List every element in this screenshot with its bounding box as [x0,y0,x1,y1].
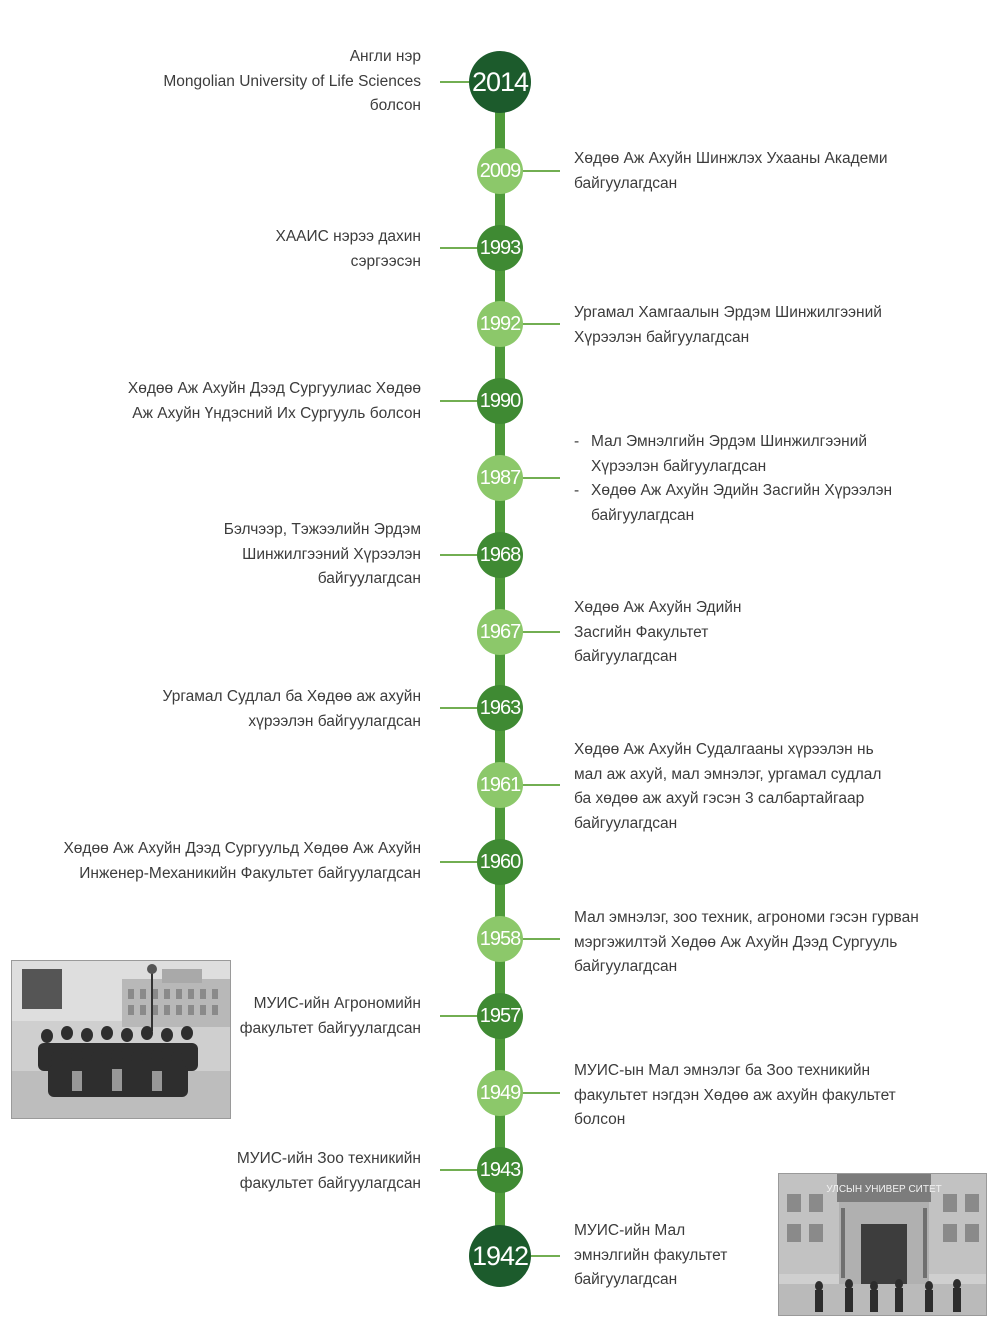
event-text-line: Хөдөө Аж Ахуйн Эдийн Засгийн Хүрээлэн [591,482,893,499]
event-description-1943 [237,1147,421,1196]
event-text-line: МУИС-ийн Агрономийн [253,995,421,1012]
event-text-line: факультет байгуулагдсан [239,1019,421,1037]
event-text-line: факультет байгуулагдсан [239,1174,421,1192]
year-badge-1957: 1957 [477,993,523,1039]
year-badge-1990: 1990 [477,378,523,424]
event-description-2014 [163,45,421,119]
event-text-line: Инженер-Механикийн Факультет байгуулагдсан [79,864,421,882]
group-photo [11,960,231,1119]
event-text-line: Шинжилгээний Хүрээлэн [242,545,421,563]
year-badge-1993: 1993 [477,225,523,271]
building-photo-image [779,1174,986,1315]
event-text-line: байгуулагдсан [317,570,421,587]
event-description-1957 [240,992,421,1041]
event-text-line: Хөдөө Аж Ахуйн Эдийн [574,599,742,616]
event-description-1949 [574,1059,896,1133]
event-text-line: Засгийн Факультет [574,623,709,641]
event-text-line: Англи нэр [349,48,421,65]
group-photo-image [12,961,230,1118]
year-badge-1967: 1967 [477,609,523,655]
year-badge-1968: 1968 [477,532,523,578]
bullet-dash: - [574,433,580,450]
building-photo [778,1173,987,1316]
event-description-1990 [128,377,421,426]
event-text-line: Бэлчээр, Тэжээлийн Эрдэм [223,521,421,538]
event-description-2009 [574,147,888,196]
event-text-line: Аж Ахуйн Үндэсний Их Сургууль болсон [132,404,421,422]
event-text-line: Mongolian University of Life Sciences [163,72,421,90]
year-badge-1942: 1942 [469,1225,531,1287]
event-description-1992 [574,301,882,350]
event-description-1958 [574,906,919,980]
event-text-line: Хүрээлэн байгуулагдсан [591,457,767,475]
building-banner-text: УЛСЫН УНИВЕР СИТЕТ [826,1184,942,1195]
event-description-1961 [574,738,881,836]
event-text-line: байгуулагдсан [574,648,678,665]
event-text-line: МУИС-ын Мал эмнэлэг ба Зоо техникийн [574,1062,871,1079]
event-text-line: байгуулагдсан [574,814,678,832]
event-description-1993 [275,225,421,274]
event-text-line: Ургамал Судлал ба Хөдөө аж ахуйн [162,688,421,705]
event-text-line: Хүрээлэн байгуулагдсан [574,328,750,346]
event-text-line: байгуулагдсан [574,174,678,192]
event-text-line: Ургамал Хамгаалын Эрдэм Шинжилгээний [574,304,882,321]
event-text-line: болсон [369,97,421,114]
event-text-line: Мал эмнэлэг, зоо техник, агрономи гэсэн гурван [574,909,919,926]
event-text-line: сэргээсэн [350,252,421,270]
event-text-line: Хөдөө Аж Ахуйн Судалгааны хүрээлэн нь [574,741,874,758]
event-bullet-item [574,479,892,528]
event-text-line: Хөдөө Аж Ахуйн Шинжлэх Ухааны Академи [574,150,888,167]
event-description-1942 [574,1219,727,1293]
event-text-line: МУИС-ийн Мал [574,1222,686,1239]
event-text-line: ба хөдөө аж ахуй гэсэн 3 салбартайгаар [574,790,865,807]
bullet-dash: - [574,482,580,499]
event-text-line: байгуулагдсан [591,506,695,524]
year-badge-1992: 1992 [477,301,523,347]
event-text-line: мал аж ахуй, мал эмнэлэг, ургамал судлал [574,765,882,783]
year-badge-1987: 1987 [477,455,523,501]
event-text-line: Хөдөө Аж Ахуйн Дээд Сургуульд Хөдөө Аж Ахуйн [63,840,421,857]
event-bullet-item [574,430,892,479]
event-text-line: мэргэжилтэй Хөдөө Аж Ахуйн Дээд Сургууль [574,933,898,951]
event-text-line: эмнэлгийн факультет [574,1246,728,1264]
event-text-line: МУИС-ийн Зоо техникийн [236,1150,421,1167]
event-text-line: байгуулагдсан [574,958,678,975]
event-text-line: байгуулагдсан [574,1271,678,1288]
year-badge-1958: 1958 [477,916,523,962]
year-badge-2014: 2014 [469,51,531,113]
event-text-line: Хөдөө Аж Ахуйн Дээд Сургуулиас Хөдөө [127,380,421,397]
year-badge-1963: 1963 [477,685,523,731]
year-badge-2009: 2009 [477,148,523,194]
year-badge-1961: 1961 [477,762,523,808]
year-badge-1960: 1960 [477,839,523,885]
event-text-line: факультет нэгдэн Хөдөө аж ахуйн факультет [574,1086,896,1104]
event-description-1987 [574,430,892,528]
event-description-1967 [574,596,741,670]
event-bullet-list [574,430,892,528]
event-description-1960 [63,837,421,886]
event-text-line: ХААИС нэрээ дахин [275,228,421,245]
event-text-line: хүрээлэн байгуулагдсан [248,712,421,730]
year-badge-1943: 1943 [477,1147,523,1193]
event-description-1963 [163,685,421,734]
event-text-line: болсон [574,1111,626,1128]
year-badge-1949: 1949 [477,1070,523,1116]
event-description-1968 [224,518,421,592]
event-text-line: Мал Эмнэлгийн Эрдэм Шинжилгээний [591,433,868,450]
